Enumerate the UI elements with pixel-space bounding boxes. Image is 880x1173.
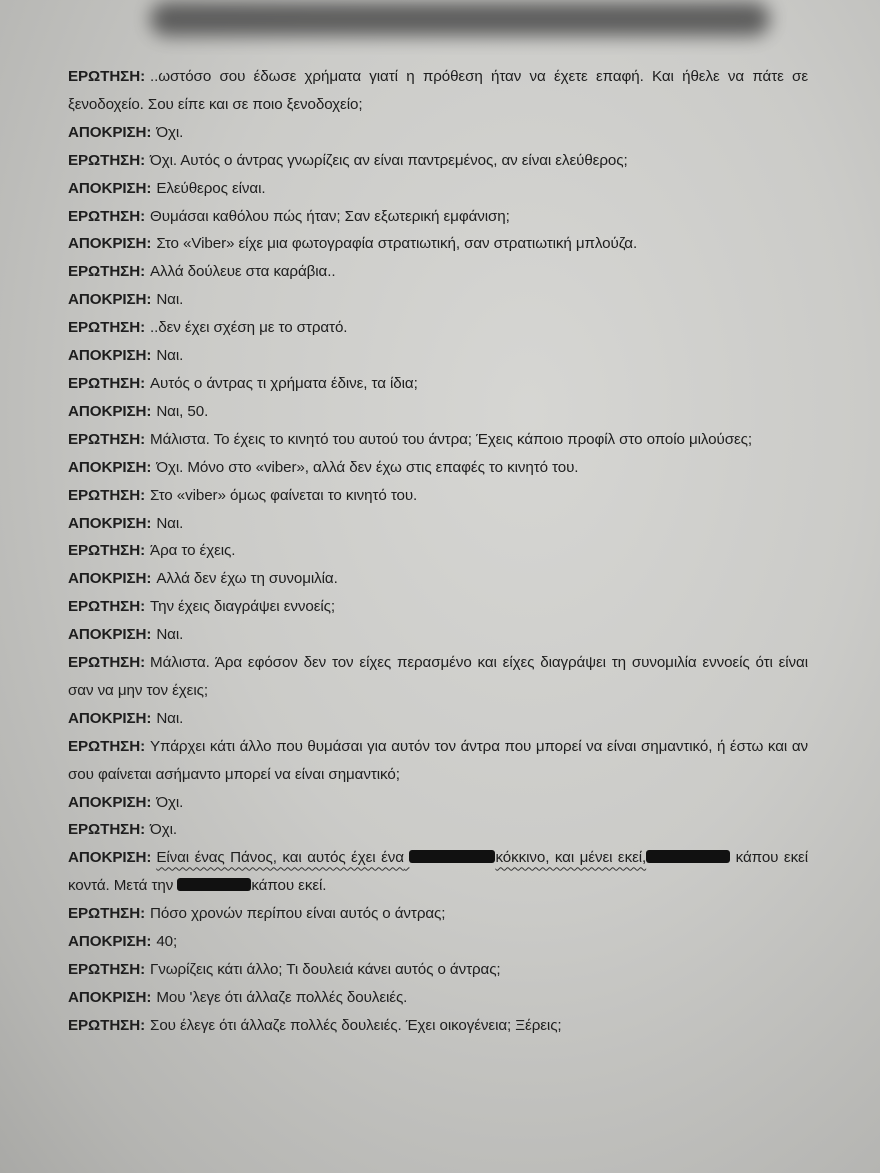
entry-label: ΕΡΩΤΗΣΗ: bbox=[68, 486, 146, 504]
entry-label: ΑΠΟΚΡΙΣΗ: bbox=[68, 179, 152, 197]
entry-label: ΕΡΩΤΗΣΗ: bbox=[68, 905, 146, 923]
entry-text: Όχι. bbox=[156, 793, 184, 811]
entry-label: ΑΠΟΚΡΙΣΗ: bbox=[68, 570, 152, 588]
entry-label: ΕΡΩΤΗΣΗ: bbox=[68, 542, 146, 560]
entry-label: ΑΠΟΚΡΙΣΗ: bbox=[68, 402, 152, 420]
entry-text: 40; bbox=[156, 933, 178, 951]
answer-entry bbox=[68, 621, 808, 649]
question-entry bbox=[68, 482, 808, 510]
entry-text: Άρα το έχεις. bbox=[150, 542, 236, 560]
entry-label: ΕΡΩΤΗΣΗ: bbox=[68, 430, 146, 448]
answer-entry bbox=[68, 342, 808, 370]
entry-label: ΑΠΟΚΡΙΣΗ: bbox=[68, 514, 152, 532]
answer-entry bbox=[68, 789, 808, 817]
entry-label: ΑΠΟΚΡΙΣΗ: bbox=[68, 291, 152, 309]
answer-text-4: κάπου εκεί. bbox=[251, 877, 327, 895]
entry-text: Θυμάσαι καθόλου πώς ήταν; Σαν εξωτερική εμφάνιση; bbox=[150, 207, 510, 225]
question-entry bbox=[68, 258, 808, 286]
answer-entry bbox=[68, 230, 808, 258]
entry-text: ..δεν έχει σχέση με το στρατό. bbox=[150, 319, 348, 337]
entry-text: ..ωστόσο σου έδωσε χρήματα γιατί η πρόθεση ήταν να έχετε επαφή. Και ήθελε να πάτε σε ξενοδοχείο. Σου είπε και σε ποιο ξενοδοχείο; bbox=[68, 68, 808, 113]
answer-entry bbox=[68, 705, 808, 733]
question-entry bbox=[68, 593, 808, 621]
question-entry bbox=[68, 314, 808, 342]
entry-label: ΑΠΟΚΡΙΣΗ: bbox=[68, 933, 152, 951]
question-entry bbox=[68, 816, 808, 844]
entry-label: ΕΡΩΤΗΣΗ: bbox=[68, 737, 146, 755]
redaction-block bbox=[646, 850, 730, 863]
entry-label: ΑΠΟΚΡΙΣΗ: bbox=[68, 626, 152, 644]
answer-entry bbox=[68, 119, 808, 147]
entry-label: ΕΡΩΤΗΣΗ: bbox=[68, 1016, 146, 1034]
entry-label: ΑΠΟΚΡΙΣΗ: bbox=[68, 458, 152, 476]
entry-text: Μάλιστα. Το έχεις το κινητό του αυτού του άντρα; Έχεις κάποιο προφίλ στο οποίο μιλούσες; bbox=[150, 430, 752, 448]
entry-label: ΑΠΟΚΡΙΣΗ: bbox=[68, 347, 152, 365]
entry-text: Όχι. Αυτός ο άντρας γνωρίζεις αν είναι παντρεμένος, αν είναι ελεύθερος; bbox=[150, 151, 628, 169]
entry-text: Ναι. bbox=[156, 291, 184, 309]
entry-text: Πόσο χρονών περίπου είναι αυτός ο άντρας; bbox=[150, 905, 446, 923]
entry-text: Γνωρίζεις κάτι άλλο; Τι δουλειά κάνει αυτός ο άντρας; bbox=[150, 961, 501, 978]
entry-text: Αλλά δεν έχω τη συνομιλία. bbox=[156, 570, 338, 588]
entry-text: Ναι. bbox=[156, 709, 184, 727]
entry-text: Ναι. bbox=[156, 347, 184, 365]
answer-entry bbox=[68, 565, 808, 593]
answer-entry bbox=[68, 510, 808, 538]
entry-text: Στο «viber» όμως φαίνεται το κινητό του. bbox=[150, 486, 418, 504]
entry-label: ΕΡΩΤΗΣΗ: bbox=[68, 598, 146, 616]
question-entry bbox=[68, 203, 808, 231]
question-entry bbox=[68, 537, 808, 565]
answer-text-1: Είναι ένας Πάνος, και αυτός έχει ένα bbox=[156, 849, 404, 867]
entry-text: Ναι. bbox=[156, 514, 184, 532]
answer-entry bbox=[68, 175, 808, 203]
question-entry bbox=[68, 956, 808, 984]
entry-label: ΕΡΩΤΗΣΗ: bbox=[68, 319, 146, 337]
entry-text: Την έχεις διαγράψει εννοείς; bbox=[150, 598, 335, 616]
question-entry bbox=[68, 900, 808, 928]
entry-text: Ναι, 50. bbox=[156, 402, 209, 420]
entry-text: Όχι. Μόνο στο «viber», αλλά δεν έχω στις επαφές το κινητό του. bbox=[156, 458, 579, 476]
entry-text: Στο «Viber» είχε μια φωτογραφία στρατιωτική, σαν στρατιωτική μπλούζα. bbox=[156, 235, 638, 253]
entry-text: Μάλιστα. Άρα εφόσον δεν τον είχες περασμένο και είχες διαγράψει τη συνομιλία εννοείς ότι είναι σαν να μην τον έχεις; bbox=[68, 654, 808, 699]
entry-label: ΕΡΩΤΗΣΗ: bbox=[68, 263, 146, 281]
answer-text-2: κόκκινο, και μένει εκεί, bbox=[495, 849, 647, 867]
entry-text: Αυτός ο άντρας τι χρήματα έδινε, τα ίδια; bbox=[150, 374, 418, 392]
question-entry bbox=[68, 649, 808, 705]
blurred-header bbox=[150, 2, 770, 36]
entry-text: Μου 'λεγε ότι άλλαζε πολλές δουλειές. bbox=[156, 988, 408, 1006]
transcript bbox=[68, 63, 808, 1040]
entry-label: ΕΡΩΤΗΣΗ: bbox=[68, 68, 146, 85]
question-entry bbox=[68, 63, 808, 119]
answer-entry bbox=[68, 286, 808, 314]
redacted-answer bbox=[68, 844, 808, 900]
entry-label: ΕΡΩΤΗΣΗ: bbox=[68, 821, 146, 839]
answer-text-3: κάπου εκεί κοντά. Μετά την bbox=[68, 849, 809, 895]
redaction-block bbox=[177, 878, 251, 891]
question-entry bbox=[68, 733, 808, 789]
entries-before bbox=[68, 63, 808, 844]
entry-text: Όχι. bbox=[156, 123, 184, 141]
question-entry bbox=[68, 147, 808, 175]
entry-text: Σου έλεγε ότι άλλαζε πολλές δουλειές. Έχει οικογένεια; Ξέρεις; bbox=[150, 1016, 562, 1034]
redaction-block bbox=[409, 850, 495, 863]
entry-label: ΑΠΟΚΡΙΣΗ: bbox=[68, 123, 152, 141]
answer-entry bbox=[68, 398, 808, 426]
entry-label: ΑΠΟΚΡΙΣΗ: bbox=[68, 849, 152, 867]
entries-after bbox=[68, 900, 808, 1040]
entry-label: ΑΠΟΚΡΙΣΗ: bbox=[68, 793, 152, 811]
answer-entry bbox=[68, 928, 808, 956]
entry-text: Υπάρχει κάτι άλλο που θυμάσαι για αυτόν τον άντρα που μπορεί να είναι σημαντικό, ή έστω και αν σου φαίνεται ασήμαντο μπορεί να είναι σημαντικό; bbox=[68, 737, 808, 783]
question-entry bbox=[68, 426, 808, 454]
entry-label: ΕΡΩΤΗΣΗ: bbox=[68, 654, 146, 672]
entry-label: ΑΠΟΚΡΙΣΗ: bbox=[68, 235, 152, 253]
entry-label: ΕΡΩΤΗΣΗ: bbox=[68, 207, 146, 225]
entry-text: Ελεύθερος είναι. bbox=[156, 179, 266, 197]
entry-label: ΑΠΟΚΡΙΣΗ: bbox=[68, 988, 152, 1006]
entry-label: ΕΡΩΤΗΣΗ: bbox=[68, 151, 146, 169]
answer-entry bbox=[68, 454, 808, 482]
entry-text: Ναι. bbox=[156, 626, 184, 644]
entry-text: Αλλά δούλευε στα καράβια.. bbox=[150, 263, 336, 281]
entry-label: ΕΡΩΤΗΣΗ: bbox=[68, 961, 146, 978]
entry-label: ΑΠΟΚΡΙΣΗ: bbox=[68, 709, 152, 727]
question-entry bbox=[68, 1012, 808, 1040]
entry-text: Όχι. bbox=[150, 821, 177, 839]
answer-entry bbox=[68, 984, 808, 1012]
question-entry bbox=[68, 370, 808, 398]
entry-label: ΕΡΩΤΗΣΗ: bbox=[68, 374, 146, 392]
